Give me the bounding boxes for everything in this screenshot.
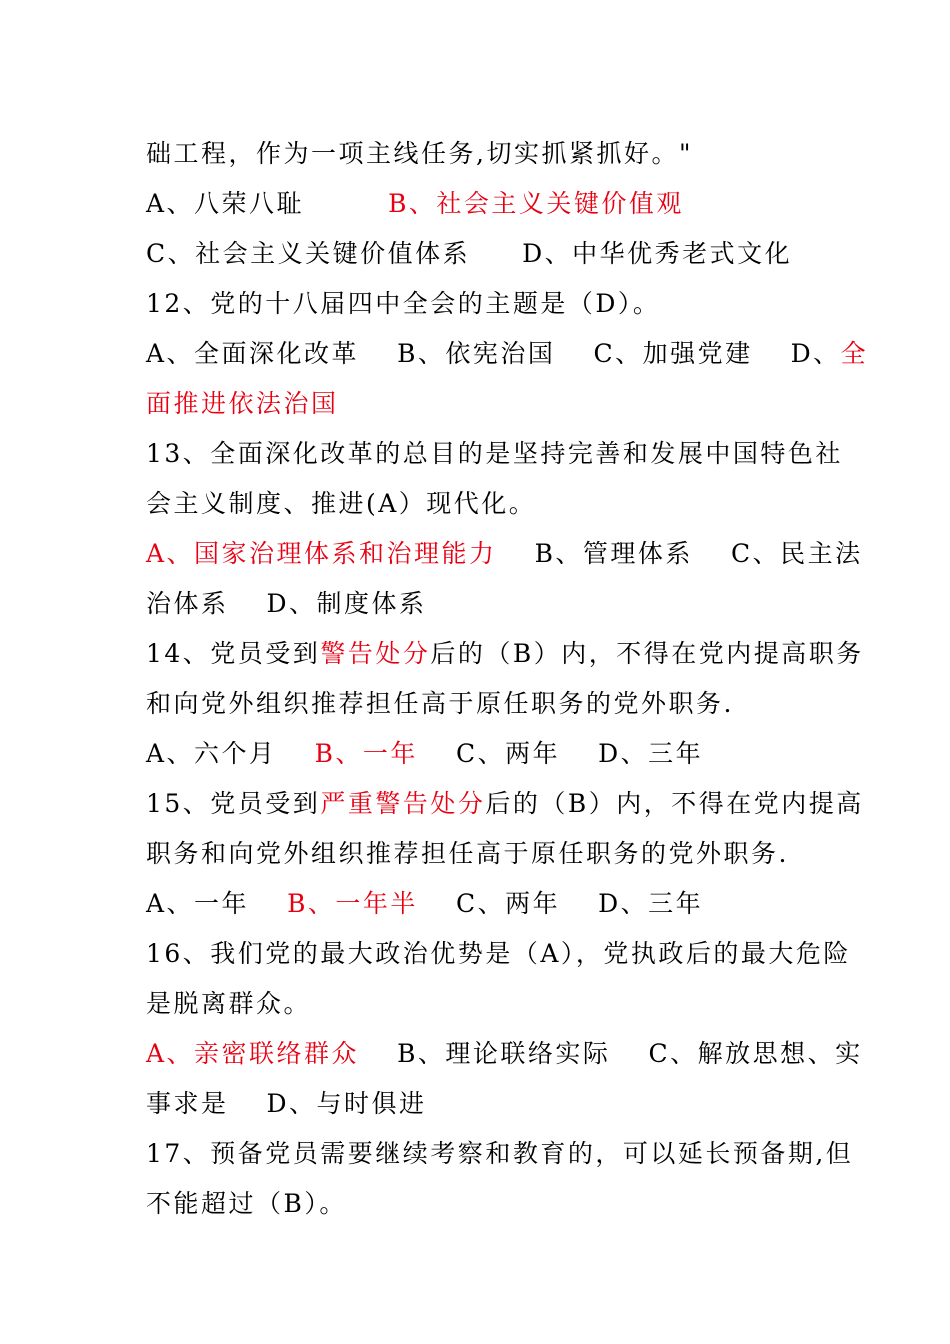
q12-options: [146, 329, 869, 379]
question-text: 15、党员受到: [146, 789, 321, 818]
question-text: 和向党外组织推荐担任高于原任职务的党外职务.: [146, 689, 734, 718]
option-a: A、六个月: [146, 739, 277, 768]
question-text: 后的（B）内，不得在党内提高职务: [430, 639, 864, 668]
option-a-answer: A、国家治理体系和治理能力: [146, 539, 497, 568]
question-text: 是脱离群众。: [146, 989, 312, 1018]
q16-stem-1: [146, 929, 851, 979]
option-d-answer-part1: 全: [840, 339, 869, 368]
q13-options: [146, 529, 863, 579]
question-text: 12、党的十八届四中全会的主题是（D）。: [146, 289, 661, 318]
q17-stem-2: [146, 1179, 800, 1229]
option-c-part1: C、解放思想、实: [648, 1039, 863, 1068]
q14-stem-1: [146, 629, 864, 679]
q11-options-2: [146, 229, 800, 279]
option-d-answer-part2: 面推进依法治国: [146, 389, 339, 418]
option-d: D、三年: [598, 739, 704, 768]
q17-stem-1: [146, 1129, 854, 1179]
q15-options: [146, 879, 800, 929]
option-b-answer: B、一年: [314, 739, 418, 768]
option-d-prefix: D、: [790, 339, 841, 368]
option-c: C、两年: [455, 889, 561, 918]
question-text: 13、全面深化改革的总目的是坚持完善和发展中国特色社: [146, 439, 843, 468]
option-c: C、两年: [455, 739, 561, 768]
q14-stem-2: [146, 679, 800, 729]
question-text: 后的（B）内，不得在党内提高: [485, 789, 864, 818]
option-a: A、全面深化改革: [146, 339, 360, 368]
q12-stem: [146, 279, 800, 329]
option-b-answer: B、一年半: [287, 889, 418, 918]
q11-stem-continuation: [146, 129, 800, 179]
option-d: D、三年: [598, 889, 704, 918]
option-c-part2: 治体系: [146, 589, 229, 618]
q13-stem-1: [146, 429, 843, 479]
q15-stem-2: [146, 829, 800, 879]
q16-stem-2: [146, 979, 800, 1029]
highlight-text: 警告处分: [320, 639, 431, 668]
highlight-text: 严重警告处分: [320, 789, 486, 818]
option-c: C、社会主义关键价值体系: [146, 239, 471, 268]
q13-stem-2: [146, 479, 800, 529]
option-b: B、依宪治国: [397, 339, 556, 368]
question-text: 17、预备党员需要继续考察和教育的，可以延长预备期,但: [146, 1139, 854, 1168]
option-c-part1: C、民主法: [730, 539, 863, 568]
q14-options: [146, 729, 800, 779]
q16-options: [146, 1029, 863, 1079]
question-text: 会主义制度、推进(A）现代化。: [146, 489, 537, 518]
option-d: D、中华优秀老式文化: [522, 239, 793, 268]
option-c: C、加强党建: [593, 339, 753, 368]
q15-stem-1: [146, 779, 864, 829]
q13-options-wrap: [146, 579, 800, 629]
option-a: A、一年: [146, 889, 250, 918]
option-d: D、与时俱进: [266, 1089, 427, 1118]
question-text: 14、党员受到: [146, 639, 321, 668]
q11-options-1: [146, 179, 800, 229]
question-text: 16、我们党的最大政治优势是（A），党执政后的最大危险: [146, 939, 851, 968]
option-c-part2: 事求是: [146, 1089, 229, 1118]
question-text: 不能超过（B）。: [146, 1189, 347, 1218]
option-a: A、八荣八耻: [146, 189, 305, 218]
option-b: B、管理体系: [534, 539, 693, 568]
option-d: D、制度体系: [266, 589, 427, 618]
q12-options-wrap: [146, 379, 800, 429]
option-b: B、理论联络实际: [397, 1039, 611, 1068]
option-b-answer: B、社会主义关键价值观: [388, 189, 684, 218]
q16-options-wrap: [146, 1079, 800, 1129]
text: 础工程，作为一项主线任务,切实抓紧抓好。": [146, 139, 693, 168]
question-text: 职务和向党外组织推荐担任高于原任职务的党外职务.: [146, 839, 789, 868]
option-a-answer: A、亲密联络群众: [146, 1039, 360, 1068]
